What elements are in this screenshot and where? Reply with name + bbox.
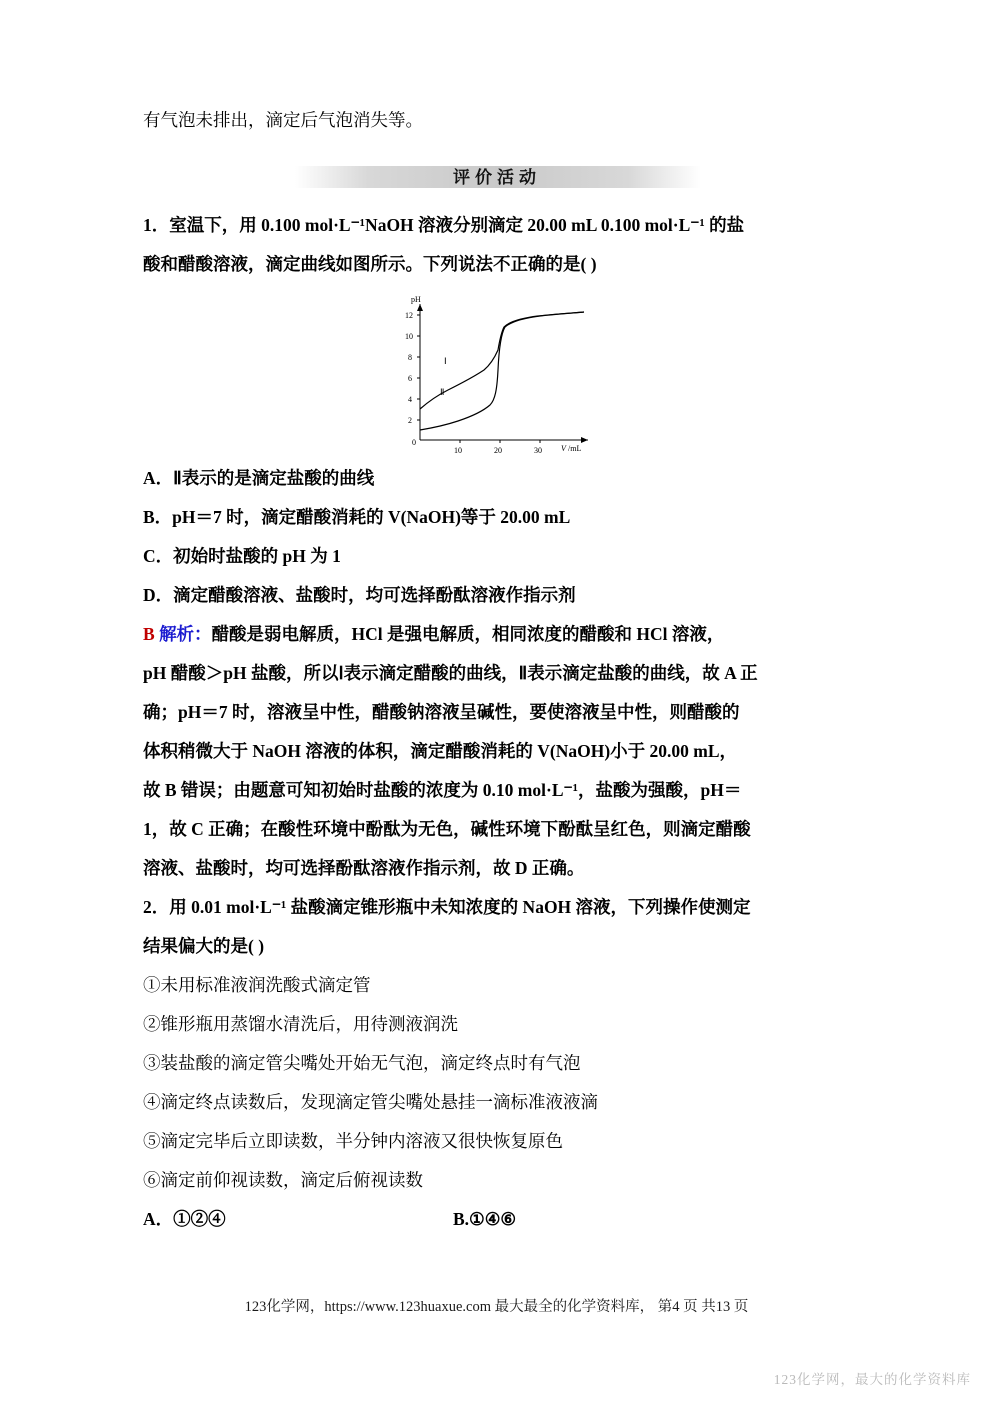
series-label-2: Ⅱ: [440, 387, 445, 397]
svg-text:8: 8: [408, 353, 412, 362]
q1-stem-line-2: 酸和醋酸溶液，滴定曲线如图所示。下列说法不正确的是( ): [143, 254, 597, 274]
chart-box: [398, 290, 598, 455]
svg-text:V: V: [561, 444, 566, 453]
q2-item-4: ④滴定终点读数后，发现滴定管尖嘴处悬挂一滴标准液液滴: [143, 1092, 598, 1112]
q2-item-5: ⑤滴定完毕后立即读数，半分钟内溶液又很快恢复原色: [143, 1131, 563, 1151]
q1-option-a: A．Ⅱ表示的是滴定盐酸的曲线: [143, 468, 375, 488]
q2-option-b: B.①④⑥: [453, 1209, 517, 1229]
q2-item-2: ②锥形瓶用蒸馏水清洗后，用待测液润洗: [143, 1014, 458, 1034]
q1-analysis-line-7: 溶液、盐酸时，均可选择酚酞溶液作指示剂，故 D 正确。: [143, 858, 585, 878]
q2-item-3: ③装盐酸的滴定管尖嘴处开始无气泡，滴定终点时有气泡: [143, 1053, 581, 1073]
q1-option-b: B．pH＝7 时，滴定醋酸消耗的 V(NaOH)等于 20.00 mL: [143, 507, 571, 527]
question-2: [143, 888, 853, 1239]
analysis-label: 解析：: [159, 624, 212, 644]
top-paragraph: 有气泡未排出，滴定后气泡消失等。: [143, 110, 423, 130]
q2-stem-text-1: ．用 0.01 mol·L⁻¹ 盐酸滴定锥形瓶中未知浓度的 NaOH 溶液，下列操作使测定: [151, 897, 751, 917]
q2-options-row: [143, 1200, 853, 1239]
svg-text:30: 30: [534, 446, 542, 455]
q1-analysis-line-6: 1，故 C 正确；在酸性环境中酚酞为无色，碱性环境下酚酞呈红色，则滴定醋酸: [143, 819, 751, 839]
svg-text:10: 10: [405, 332, 413, 341]
svg-text:/mL: /mL: [568, 444, 582, 453]
svg-text:20: 20: [494, 446, 502, 455]
svg-text:0: 0: [412, 438, 416, 447]
q2-item-6: ⑥滴定前仰视读数，滴定后俯视读数: [143, 1170, 423, 1190]
q1-number: 1: [143, 215, 152, 235]
q2-number: 2: [143, 897, 152, 917]
svg-text:12: 12: [405, 311, 413, 320]
svg-text:pH: pH: [411, 295, 421, 304]
q1-analysis-line-4: 体积稍微大于 NaOH 溶液的体积，滴定醋酸消耗的 V(NaOH)小于 20.00 mL，: [143, 741, 738, 761]
q1-answer: B: [143, 624, 155, 644]
series-label-1: Ⅰ: [444, 356, 447, 366]
q1-stem-line-1: [143, 206, 853, 245]
svg-text:2: 2: [408, 416, 412, 425]
svg-text:4: 4: [408, 395, 412, 404]
q1-analysis-line-3: 确；pH＝7 时，溶液呈中性，醋酸钠溶液呈碱性，要使溶液呈中性，则醋酸的: [143, 702, 740, 722]
page-footer: 123化学网，https://www.123huaxue.com 最大最全的化学资料库， 第4 页 共13 页: [244, 1299, 749, 1315]
q1-analysis-line-2: pH 醋酸＞pH 盐酸，所以Ⅰ表示滴定醋酸的曲线，Ⅱ表示滴定盐酸的曲线，故 A 正: [143, 663, 758, 683]
titration-curve-svg: [398, 290, 598, 455]
q2-stem-line-2: 结果偏大的是( ): [143, 936, 265, 956]
q2-stem-line-1: [143, 888, 853, 927]
q1-analysis-line-5: 故 B 错误；由题意可知初始时盐酸的浓度为 0.10 mol·L⁻¹，盐酸为强酸，pH＝: [143, 780, 742, 800]
titration-chart: [143, 290, 853, 455]
question-1: [143, 206, 853, 888]
q1-option-d: D．滴定醋酸溶液、盐酸时，均可选择酚酞溶液作指示剂: [143, 585, 576, 605]
section-banner: [143, 154, 853, 200]
q1-analysis-first-line: [143, 615, 853, 654]
q1-analysis-line-1: 醋酸是弱电解质，HCl 是强电解质，相同浓度的醋酸和 HCl 溶液，: [211, 624, 725, 644]
svg-text:6: 6: [408, 374, 412, 383]
q1-option-c: C．初始时盐酸的 pH 为 1: [143, 546, 341, 566]
banner-label: 评价活动: [453, 168, 541, 187]
q1-stem-text-1: ．室温下，用 0.100 mol·L⁻¹NaOH 溶液分别滴定 20.00 mL 0.100 mol·L⁻¹ 的盐: [151, 215, 745, 235]
svg-text:10: 10: [454, 446, 462, 455]
q2-option-a: A．①②④: [143, 1209, 226, 1229]
document-content: [143, 100, 853, 1239]
q2-item-1: ①未用标准液润洗酸式滴定管: [143, 975, 371, 995]
watermark: 123化学网，最大的化学资料库: [773, 1372, 971, 1387]
